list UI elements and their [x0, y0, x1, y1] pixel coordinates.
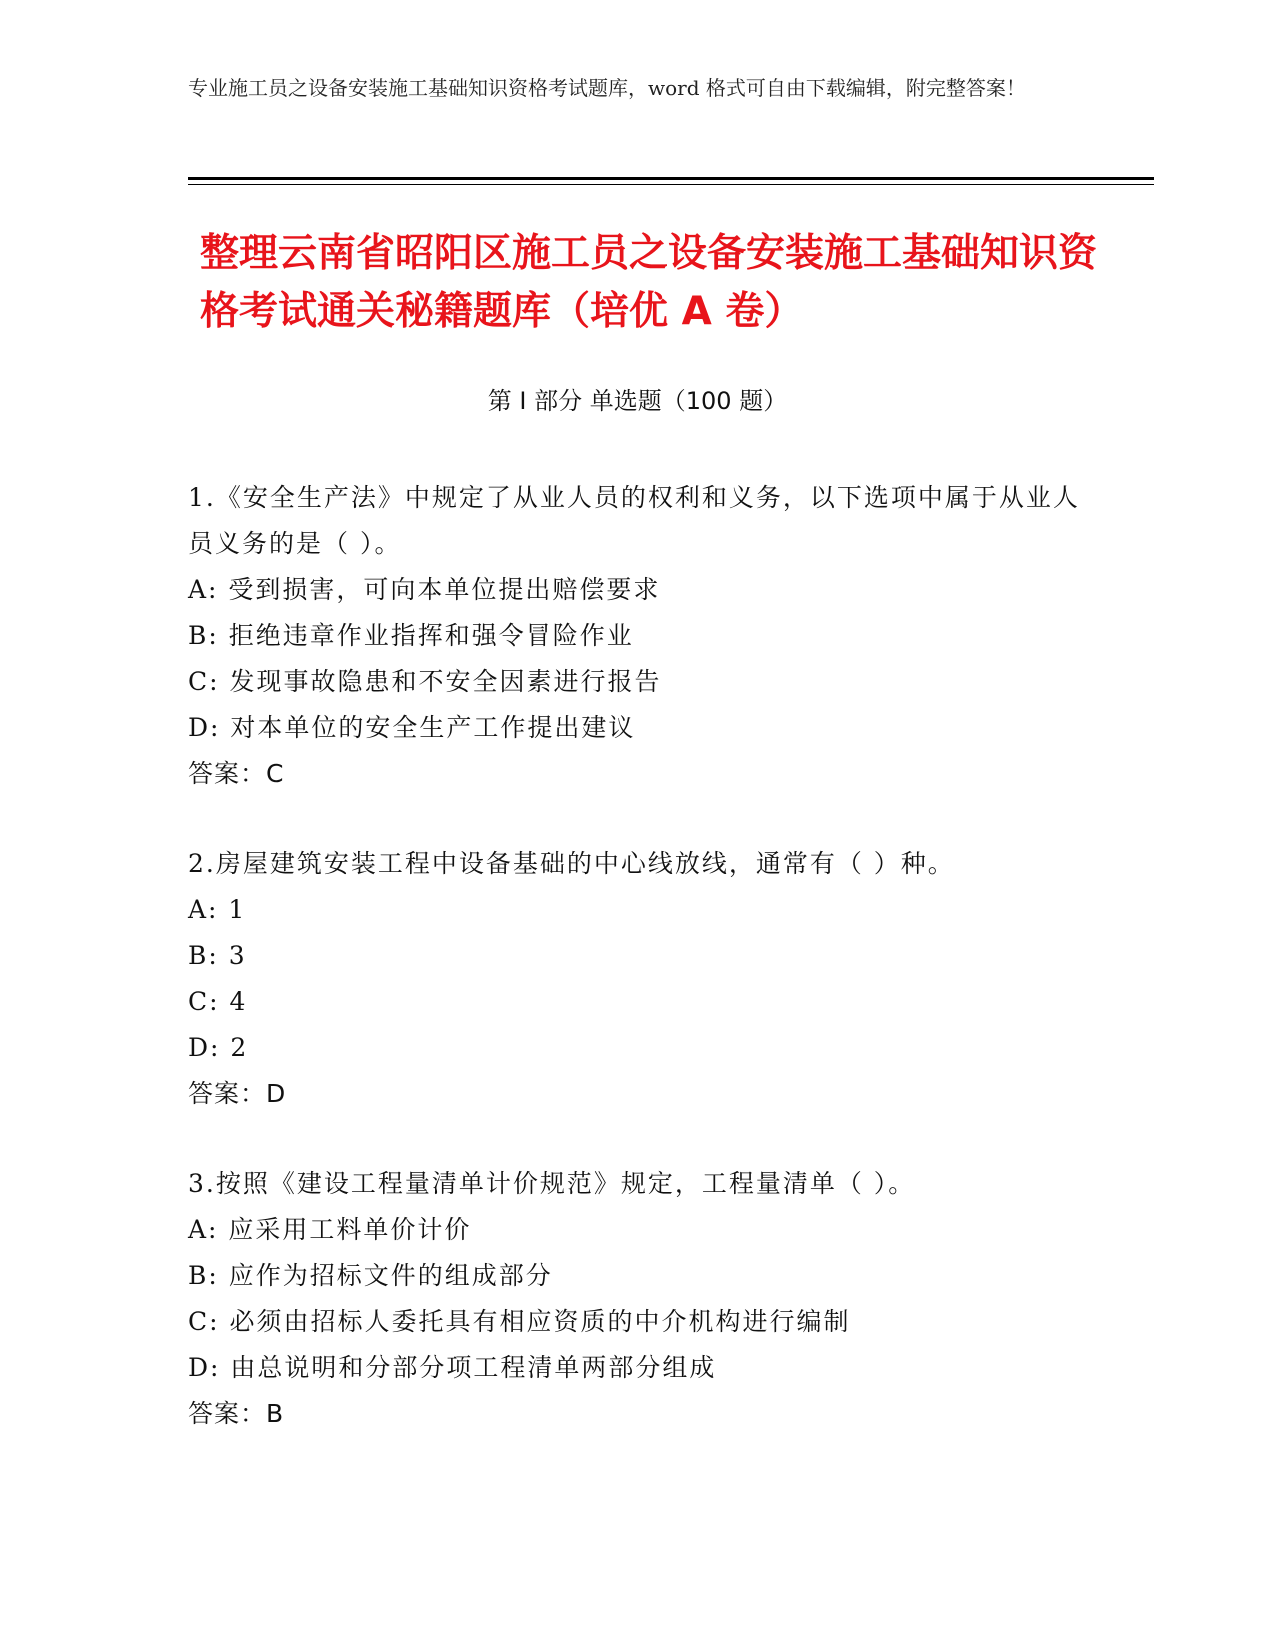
- question-list: [188, 475, 1088, 1481]
- option-c: C: 发现事故隐患和不安全因素进行报告: [188, 667, 662, 696]
- question-text: 2.房屋建筑安装工程中设备基础的中心线放线，通常有（ ）种。: [188, 849, 955, 878]
- document-title: 整理云南省昭阳区施工员之设备安装施工基础知识资格考试通关秘籍题库（培优 A 卷）: [200, 231, 1098, 334]
- question-text: 3.按照《建设工程量清单计价规范》规定，工程量清单（ ）。: [188, 1169, 916, 1198]
- option-b: B: 3: [188, 941, 247, 970]
- option-b: B: 拒绝违章作业指挥和强令冒险作业: [188, 621, 634, 650]
- answer: 答案：D: [188, 1079, 287, 1108]
- option-c: C: 4: [188, 987, 248, 1016]
- option-b: B: 应作为招标文件的组成部分: [188, 1261, 553, 1290]
- option-a: A: 受到损害，可向本单位提出赔偿要求: [188, 575, 661, 604]
- header-rule-thin: [188, 184, 1154, 185]
- option-d: D: 2: [188, 1033, 249, 1062]
- answer: 答案：C: [188, 759, 285, 788]
- option-d: D: 对本单位的安全生产工作提出建议: [188, 713, 636, 742]
- option-a: A: 应采用工料单价计价: [188, 1215, 472, 1244]
- option-c: C: 必须由招标人委托具有相应资质的中介机构进行编制: [188, 1307, 851, 1336]
- header-rule-thick: [188, 177, 1154, 180]
- question-1: [188, 475, 1088, 797]
- option-a: A: 1: [188, 895, 247, 924]
- section-heading: 第 I 部分 单选题（100 题）: [487, 387, 788, 415]
- answer: 答案：B: [188, 1399, 285, 1428]
- question-3: [188, 1161, 1088, 1437]
- header-note: 专业施工员之设备安装施工基础知识资格考试题库，word 格式可自由下载编辑，附完整答案！: [188, 76, 1026, 100]
- option-d: D: 由总说明和分部分项工程清单两部分组成: [188, 1353, 717, 1382]
- question-2: [188, 841, 1088, 1117]
- question-text: 1.《安全生产法》中规定了从业人员的权利和义务，以下选项中属于从业人员义务的是（ ）。: [188, 483, 1080, 558]
